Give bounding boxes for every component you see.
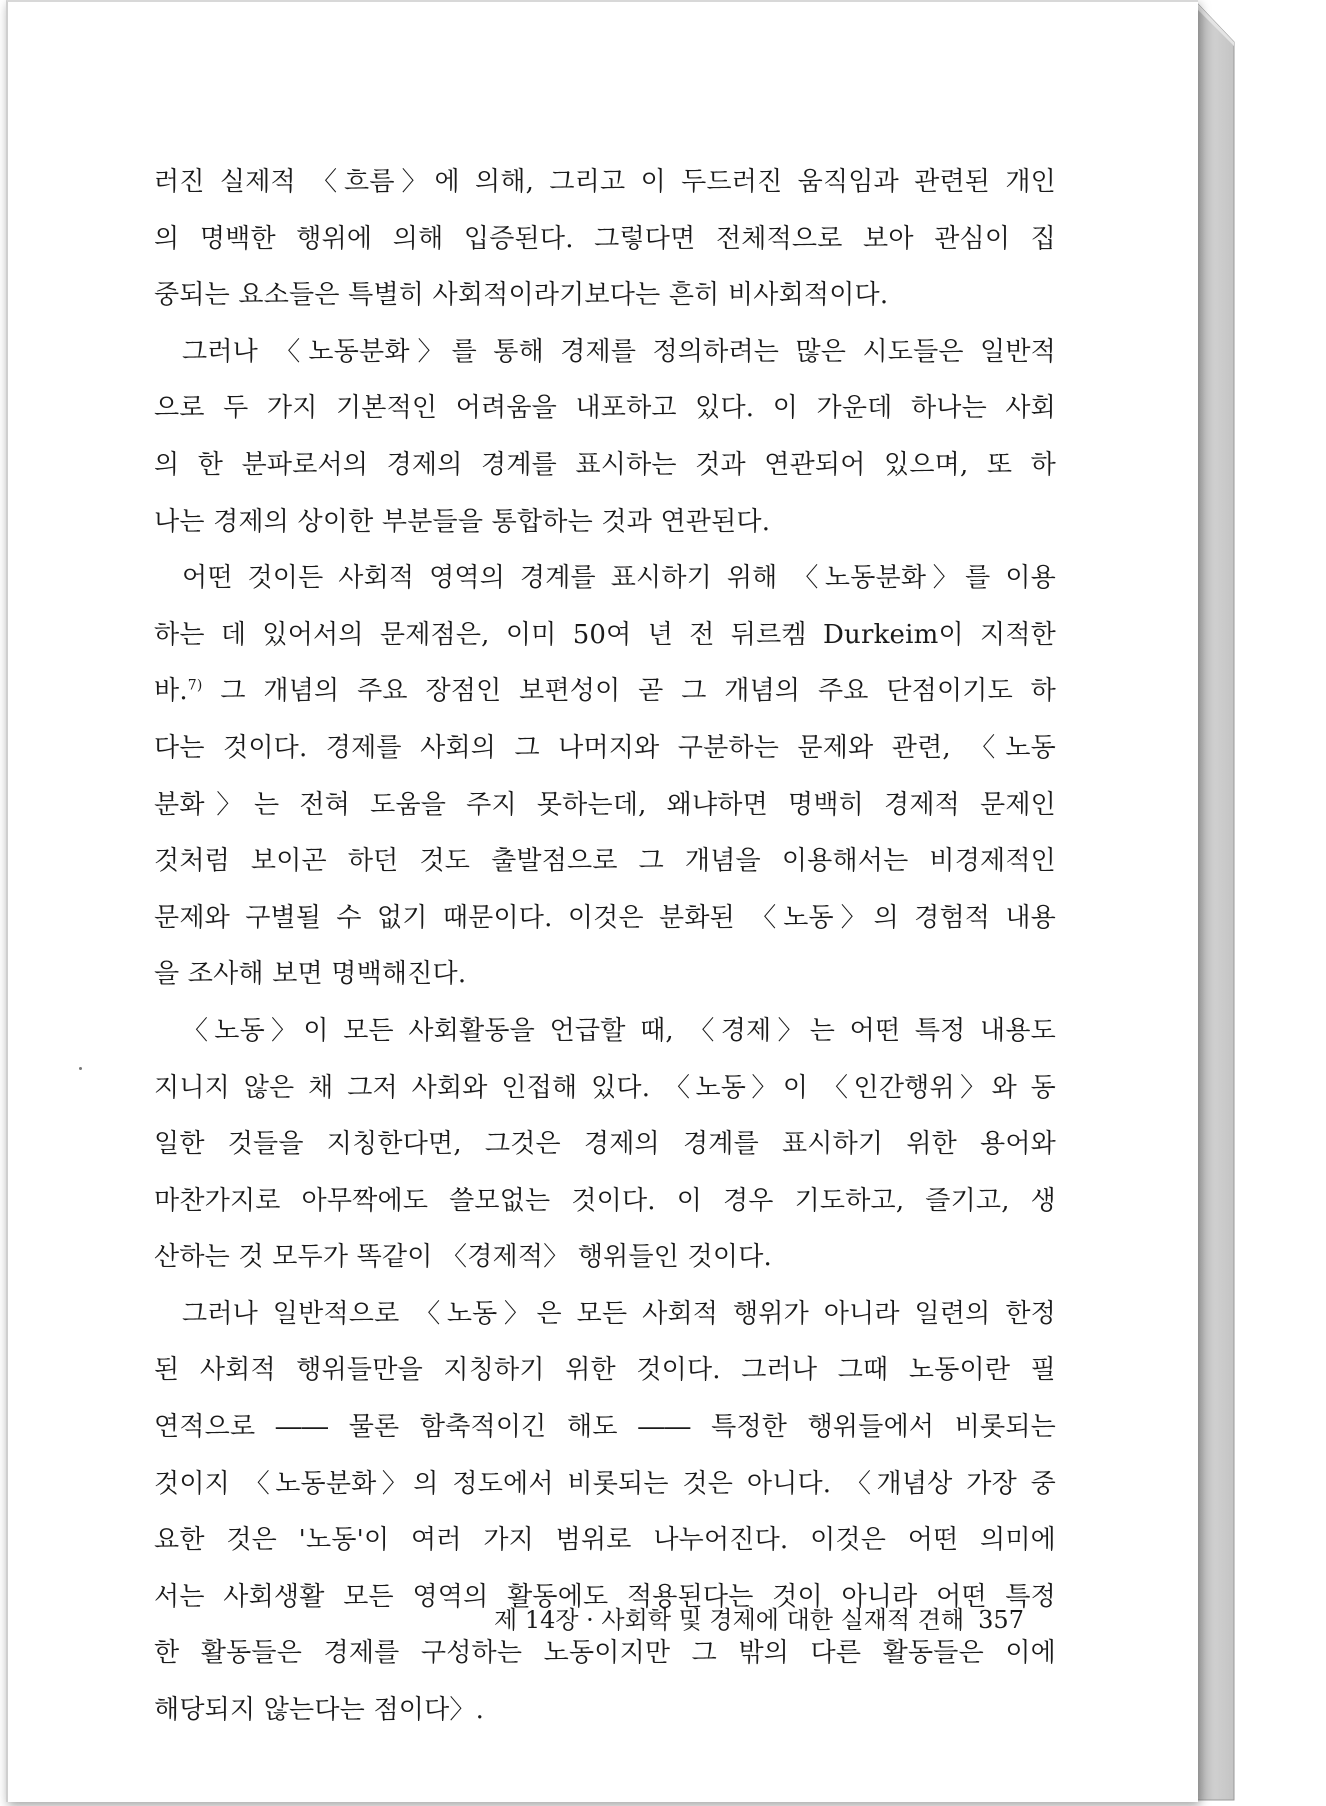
text-line: 하는 데 있어서의 문제점은, 이미 50여 년 전 뒤르켐 Durkeim이 지적한 <box>154 619 1056 650</box>
text-line: 것처럼 보이곤 하던 것도 출발점으로 그 개념을 이용해서는 비경제적인 <box>154 846 1056 877</box>
scan-speck <box>79 1067 82 1070</box>
text-line: 마찬가지로 아무짝에도 쓸모없는 것이다. 이 경우 기도하고, 즐기고, 생 <box>154 1185 1056 1216</box>
paragraph-start-line: 그러나 〈노동분화〉를 통해 경제를 정의하려는 많은 시도들은 일반적 <box>182 336 1056 367</box>
text-line: 으로 두 가지 기본적인 어려움을 내포하고 있다. 이 가운데 하나는 사회 <box>154 393 1056 424</box>
text-line: 러진 실제적 〈흐름〉에 의해, 그리고 이 두드러진 움직임과 관련된 개인 <box>154 167 1056 197</box>
text-line: 한 활동들은 경제를 구성하는 노동이지만 그 밖의 다른 활동들은 이에 <box>154 1638 1056 1669</box>
text-line: 나는 경제의 상이한 부분들을 통합하는 것과 연관된다. <box>154 506 771 537</box>
text-line: 분화〉는 전혀 도움을 주지 못하는데, 왜냐하면 명백히 경제적 문제인 <box>154 789 1056 820</box>
book-page <box>6 0 1198 1802</box>
text-line: 연적으로 ―― 물론 함축적이긴 해도 ―― 특정한 행위들에서 비롯되는 <box>154 1412 1056 1443</box>
line-rest: 그 개념의 주요 장점인 보편성이 곧 그 개념의 주요 단점이기도 하 <box>220 676 1056 707</box>
footnote-mark: 7) <box>187 677 203 694</box>
text-line: 해당되지 않는다는 점이다〉. <box>154 1695 485 1726</box>
text-line: 산하는 것 모두가 똑같이 〈경제적〉 행위들인 것이다. <box>154 1242 772 1273</box>
page-footer <box>494 1600 1024 1640</box>
text-line: 요한 것은 '노동'이 여러 가지 범위로 나누어진다. 이것은 어떤 의미에 <box>154 1525 1056 1556</box>
text-line: 을 조사해 보면 명백해진다. <box>154 959 467 990</box>
line-prefix: 바. <box>154 676 188 707</box>
text-line: 서는 사회생활 모든 영역의 활동에도 적용된다는 것이 아니라 어떤 특정 <box>154 1581 1056 1612</box>
text-line: 중되는 요소들은 특별히 사회적이라기보다는 흔히 비사회적이다. <box>154 280 889 311</box>
paragraph-start-line: 그러나 일반적으로 〈노동〉은 모든 사회적 행위가 아니라 일련의 한정 <box>182 1298 1056 1329</box>
text-line: 의 한 분파로서의 경제의 경계를 표시하는 것과 연관되어 있으며, 또 하 <box>154 449 1056 480</box>
book-page-edge <box>1196 0 1326 1806</box>
text-line: 것이지 〈노동분화〉의 정도에서 비롯되는 것은 아니다. 〈개념상 가장 중 <box>154 1468 1056 1499</box>
paragraph-start-line: 〈노동〉이 모든 사회활동을 언급할 때, 〈경제〉는 어떤 특정 내용도 <box>182 1015 1056 1046</box>
text-line: 일한 것들을 지칭한다면, 그것은 경제의 경계를 표시하기 위한 용어와 <box>154 1129 1056 1160</box>
text-line-with-footnote <box>154 663 1056 720</box>
paragraph-start-line: 어떤 것이든 사회적 영역의 경계를 표시하기 위해 〈노동분화〉를 이용 <box>182 563 1056 594</box>
text-line: 지니지 않은 채 그저 사회와 인접해 있다. 〈노동〉이 〈인간행위〉와 동 <box>154 1072 1056 1103</box>
body-text <box>154 154 1056 1739</box>
page-number: 357 <box>978 1606 1024 1634</box>
text-line: 된 사회적 행위들만을 지칭하기 위한 것이다. 그러나 그때 노동이란 필 <box>154 1355 1056 1386</box>
running-head: 제 14장 · 사회학 및 경제에 대한 실재적 견해 <box>494 1606 965 1634</box>
text-line: 의 명백한 행위에 의해 입증된다. 그렇다면 전체적으로 보아 관심이 집 <box>154 223 1056 254</box>
text-line: 다는 것이다. 경제를 사회의 그 나머지와 구분하는 문제와 관련, 〈노동 <box>154 732 1056 763</box>
text-line: 문제와 구별될 수 없기 때문이다. 이것은 분화된 〈노동〉의 경험적 내용 <box>154 902 1056 933</box>
